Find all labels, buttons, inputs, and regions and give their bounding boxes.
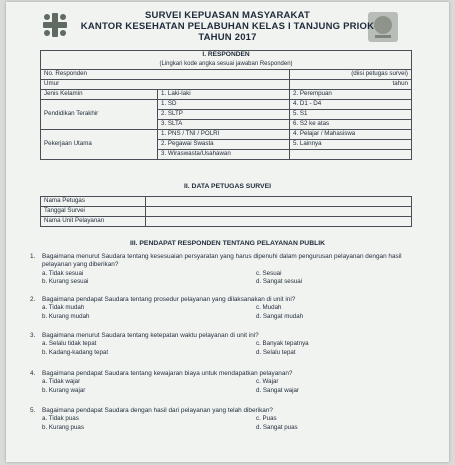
education-option[interactable]: 4. D1 - D4	[290, 100, 412, 110]
header-office: KANTOR KESEHATAN PELABUHAN KELAS I TANJUNG PRIOK	[80, 21, 375, 32]
question-number: 5.	[30, 407, 36, 414]
education-option[interactable]: 3. SLTA	[158, 120, 290, 130]
job-label: Pekerjaan Utama	[41, 130, 158, 160]
answer-option[interactable]: a. Tidak mudah	[42, 304, 85, 312]
answer-option[interactable]: a. Tidak sesuai	[42, 269, 84, 277]
surveyor-section-title: II. DATA PETUGAS SURVEI	[184, 183, 271, 190]
job-option[interactable]: 3. Wiraswasta/Usahawan	[158, 150, 290, 160]
surveyor-name-field[interactable]	[146, 197, 412, 207]
education-option[interactable]: 6. S2 ke atas	[290, 120, 412, 130]
question-number: 4.	[30, 370, 36, 377]
service-unit-field[interactable]	[146, 217, 412, 227]
answer-option[interactable]: d. Sangat mudah	[256, 312, 304, 320]
question-3	[30, 332, 430, 358]
surveyor-name-label: Nama Petugas	[41, 197, 146, 207]
answer-option[interactable]: a. Tidak wajar	[42, 378, 81, 386]
question-number: 3.	[30, 332, 36, 339]
answer-option[interactable]: c. Puas	[256, 415, 277, 423]
respondent-section-instruction: (Lingkari kode angka sesuai jawaban Responden)	[41, 60, 412, 70]
respondent-table	[40, 50, 412, 160]
answer-option[interactable]: b. Kurang sesuai	[42, 278, 89, 286]
question-number: 2.	[30, 296, 36, 303]
job-option[interactable]: 4. Pelajar / Mahasiswa	[290, 130, 412, 140]
survey-form-page	[6, 2, 449, 462]
answer-option[interactable]: b. Kurang wajar	[42, 386, 86, 394]
education-label: Pendidikan Terakhir	[41, 100, 158, 130]
question-5	[30, 407, 430, 433]
job-option[interactable]: 5. Lainnya	[290, 140, 412, 150]
gender-option-female[interactable]: 2. Perempuan	[290, 90, 412, 100]
form-header	[6, 10, 449, 43]
question-number: 1.	[30, 253, 36, 260]
question-1	[30, 253, 430, 288]
answer-option[interactable]: a. Selalu tidak tepat	[42, 340, 97, 348]
answer-option[interactable]: c. Mudah	[256, 304, 282, 312]
surveyor-table	[40, 196, 412, 227]
question-2	[30, 296, 430, 322]
answer-option[interactable]: d. Sangat sesuai	[256, 278, 303, 286]
answer-option[interactable]: d. Selalu tepat	[256, 348, 296, 356]
question-4	[30, 370, 430, 396]
answer-option[interactable]: b. Kadang-kadang tepat	[42, 348, 109, 356]
respondent-section-title: I. RESPONDEN	[41, 51, 412, 61]
age-label: Umur	[41, 80, 290, 90]
answer-option[interactable]: c. Sesuai	[256, 269, 282, 277]
question-text: Bagaimana pendapat Saudara tentang prosedur pelayanan yang dilaksanakan di unit ini?	[42, 296, 296, 303]
gender-label: Jenis Kelamin	[41, 90, 158, 100]
question-text: Bagaimana pendapat Saudara dengan hasil dari pelayanan yang telah diberikan?	[42, 407, 273, 414]
gender-option-male[interactable]: 1. Laki-laki	[158, 90, 290, 100]
survey-date-label: Tanggal Survei	[41, 207, 146, 217]
education-option[interactable]: 1. SD	[158, 100, 290, 110]
respondent-number-note[interactable]: (diisi petugas survei)	[290, 70, 412, 80]
age-field[interactable]: tahun	[290, 80, 412, 90]
service-unit-label: Nama Unit Pelayanan	[41, 217, 146, 227]
opinion-section-title: III. PENDAPAT RESPONDEN TENTANG PELAYANAN PUBLIK	[129, 240, 326, 247]
answer-option[interactable]: a. Tidak puas	[42, 415, 79, 423]
education-option[interactable]: 2. SLTP	[158, 110, 290, 120]
question-text: Bagaimana pendapat Saudara tentang kewajaran biaya untuk mendapatkan pelayanan?	[42, 370, 293, 377]
header-title: SURVEI KEPUASAN MASYARAKAT	[145, 10, 310, 21]
header-year: TAHUN 2017	[198, 32, 257, 43]
answer-option[interactable]: d. Sangat wajar	[256, 386, 299, 394]
question-text: Bagaimana menurut Saudara tentang kesesuaian persyaratan yang harus dipenuhi dalam pengurusan pelayanan dengan hasil pelayanan yang diberikan?	[42, 253, 402, 269]
answer-option[interactable]: b. Kurang mudah	[42, 312, 90, 320]
question-text: Bagaimana menurut Saudara tentang ketepatan waktu pelayanan di unit ini?	[42, 332, 259, 339]
answer-option[interactable]: b. Kurang puas	[42, 423, 84, 431]
survey-date-field[interactable]	[146, 207, 412, 217]
job-option[interactable]: 1. PNS / TNI / POLRI	[158, 130, 290, 140]
answer-option[interactable]: c. Wajar	[256, 378, 279, 386]
education-option[interactable]: 5. S1	[290, 110, 412, 120]
job-option[interactable]: 2. Pegawai Swasta	[158, 140, 290, 150]
answer-option[interactable]: c. Banyak tepatnya	[256, 340, 309, 348]
respondent-number-label: No. Responden	[41, 70, 290, 80]
answer-option[interactable]: d. Sangat puas	[256, 423, 298, 431]
